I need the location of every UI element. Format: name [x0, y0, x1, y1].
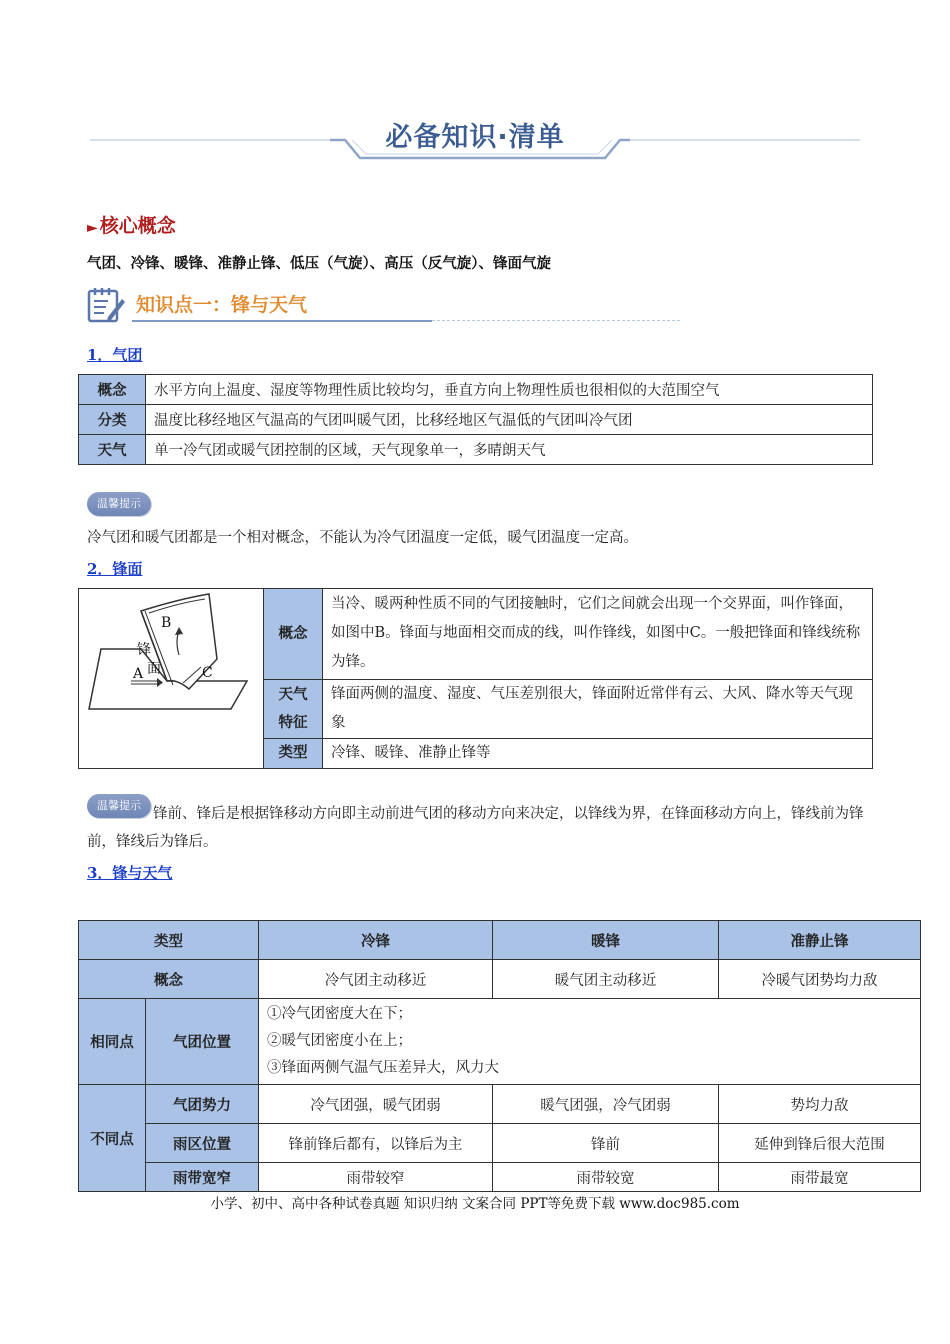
- core-heading-text: 核心概念: [99, 215, 176, 237]
- row-label: 概念: [79, 960, 259, 999]
- same-point-line: ①冷气团密度大在下；: [266, 1006, 412, 1022]
- air-mass-table: [78, 374, 873, 465]
- table-row: [79, 960, 921, 999]
- same-point-line: ③锋面两侧气温气压差异大，风力大: [266, 1060, 499, 1076]
- row-text: 当冷、暖两种性质不同的气团接触时，它们之间就会出现一个交界面，叫作锋面，如图中B。锋面与地面相交而成的线，叫作锋线，如图中C。一般把锋面和锋线统称为锋。: [323, 589, 873, 680]
- table-row: [79, 1124, 921, 1163]
- label-a: A: [133, 666, 144, 682]
- label-mian: 面: [147, 661, 161, 677]
- table-cell: 延伸到锋后很大范围: [718, 1124, 920, 1163]
- table-cell: 雨带最宽: [718, 1163, 920, 1192]
- front-diagram: [79, 589, 263, 764]
- table-row: [79, 1085, 921, 1124]
- table-row: [79, 435, 873, 465]
- front-diagram-cell: [79, 589, 264, 769]
- label-c: C: [202, 665, 213, 681]
- label-feng: 锋: [137, 642, 151, 658]
- table-cell: 暖气团强，冷气团弱: [492, 1085, 718, 1124]
- section-title-front-weather: 3．锋与天气: [87, 864, 173, 882]
- row-label: 天气: [79, 435, 146, 465]
- front-weather-table: [78, 920, 921, 1192]
- table-cell: 冷气团强，暖气团弱: [258, 1085, 492, 1124]
- table-row: [79, 405, 873, 435]
- row-label: 天气特征: [264, 679, 323, 738]
- row-label: 气团位置: [146, 999, 259, 1085]
- row-label: 气团势力: [146, 1085, 259, 1124]
- table-row: [79, 375, 873, 405]
- table-row: [79, 589, 873, 680]
- triangle-icon: ►: [87, 220, 98, 236]
- row-label: 分类: [79, 405, 146, 435]
- row-label: 概念: [79, 375, 146, 405]
- row-label: 概念: [264, 589, 323, 680]
- tip-badge: 温馨提示: [87, 794, 151, 818]
- header-cell: 准静止锋: [718, 921, 920, 960]
- row-text: 水平方向上温度、湿度等物理性质比较均匀，垂直方向上物理性质也很相似的大范围空气: [146, 375, 873, 405]
- row-label: 雨带宽窄: [146, 1163, 259, 1192]
- core-concepts: 气团、冷锋、暖锋、准静止锋、低压（气旋）、高压（反气旋）、锋面气旋: [87, 256, 551, 272]
- row-label: 类型: [264, 738, 323, 768]
- notepad-icon: [86, 285, 126, 325]
- table-cell: 冷气团主动移近: [258, 960, 492, 999]
- tip-text: 锋前、锋后是根据锋移动方向即主动前进气团的移动方向来决定，以锋线为界，在锋面移动方向上，锋线前为锋前，锋线后为锋后。: [87, 806, 864, 850]
- row-text: 单一冷气团或暖气团控制的区域，天气现象单一，多晴朗天气: [146, 435, 873, 465]
- table-cell: 锋前: [492, 1124, 718, 1163]
- header-cell: 冷锋: [258, 921, 492, 960]
- table-row: [79, 921, 921, 960]
- section-title-front: 2．锋面: [87, 560, 143, 578]
- header-cell: 暖锋: [492, 921, 718, 960]
- row-text: 温度比移经地区气温高的气团叫暖气团，比移经地区气温低的气团叫冷气团: [146, 405, 873, 435]
- section-title-air-mass: 1．气团: [87, 346, 143, 364]
- label-b: B: [161, 615, 172, 631]
- table-cell: 锋前锋后都有，以锋后为主: [258, 1124, 492, 1163]
- group-label: 相同点: [79, 999, 146, 1085]
- table-cell: 雨带较窄: [258, 1163, 492, 1192]
- table-cell: 势均力敌: [718, 1085, 920, 1124]
- footer-text: 小学、初中、高中各种试卷真题 知识归纳 文案合同 PPT等免费下载 www.doc985.com: [210, 1196, 740, 1212]
- tip-text: 冷气团和暖气团都是一个相对概念，不能认为冷气团温度一定低，暖气团温度一定高。: [87, 530, 638, 546]
- tip-badge: 温馨提示: [87, 492, 151, 516]
- row-text: 锋面两侧的温度、湿度、气压差别很大，锋面附近常伴有云、大风、降水等天气现象: [323, 679, 873, 738]
- core-heading: [87, 211, 176, 238]
- divider-accent: [132, 320, 432, 322]
- same-point-line: ②暖气团密度小在上；: [266, 1033, 412, 1049]
- same-points-cell: [258, 999, 920, 1085]
- table-row: [79, 1163, 921, 1192]
- table-cell: 冷暖气团势均力敌: [718, 960, 920, 999]
- row-label: 雨区位置: [146, 1124, 259, 1163]
- knowledge-point-title: 知识点一：锋与天气: [136, 294, 308, 316]
- row-text: 冷锋、暖锋、准静止锋等: [323, 738, 873, 768]
- group-label: 不同点: [79, 1085, 146, 1192]
- table-row: [79, 999, 921, 1085]
- front-table: [78, 588, 873, 769]
- table-cell: 暖气团主动移近: [492, 960, 718, 999]
- banner-title: 必备知识·清单: [385, 122, 565, 153]
- header-cell: 类型: [79, 921, 259, 960]
- table-cell: 雨带较宽: [492, 1163, 718, 1192]
